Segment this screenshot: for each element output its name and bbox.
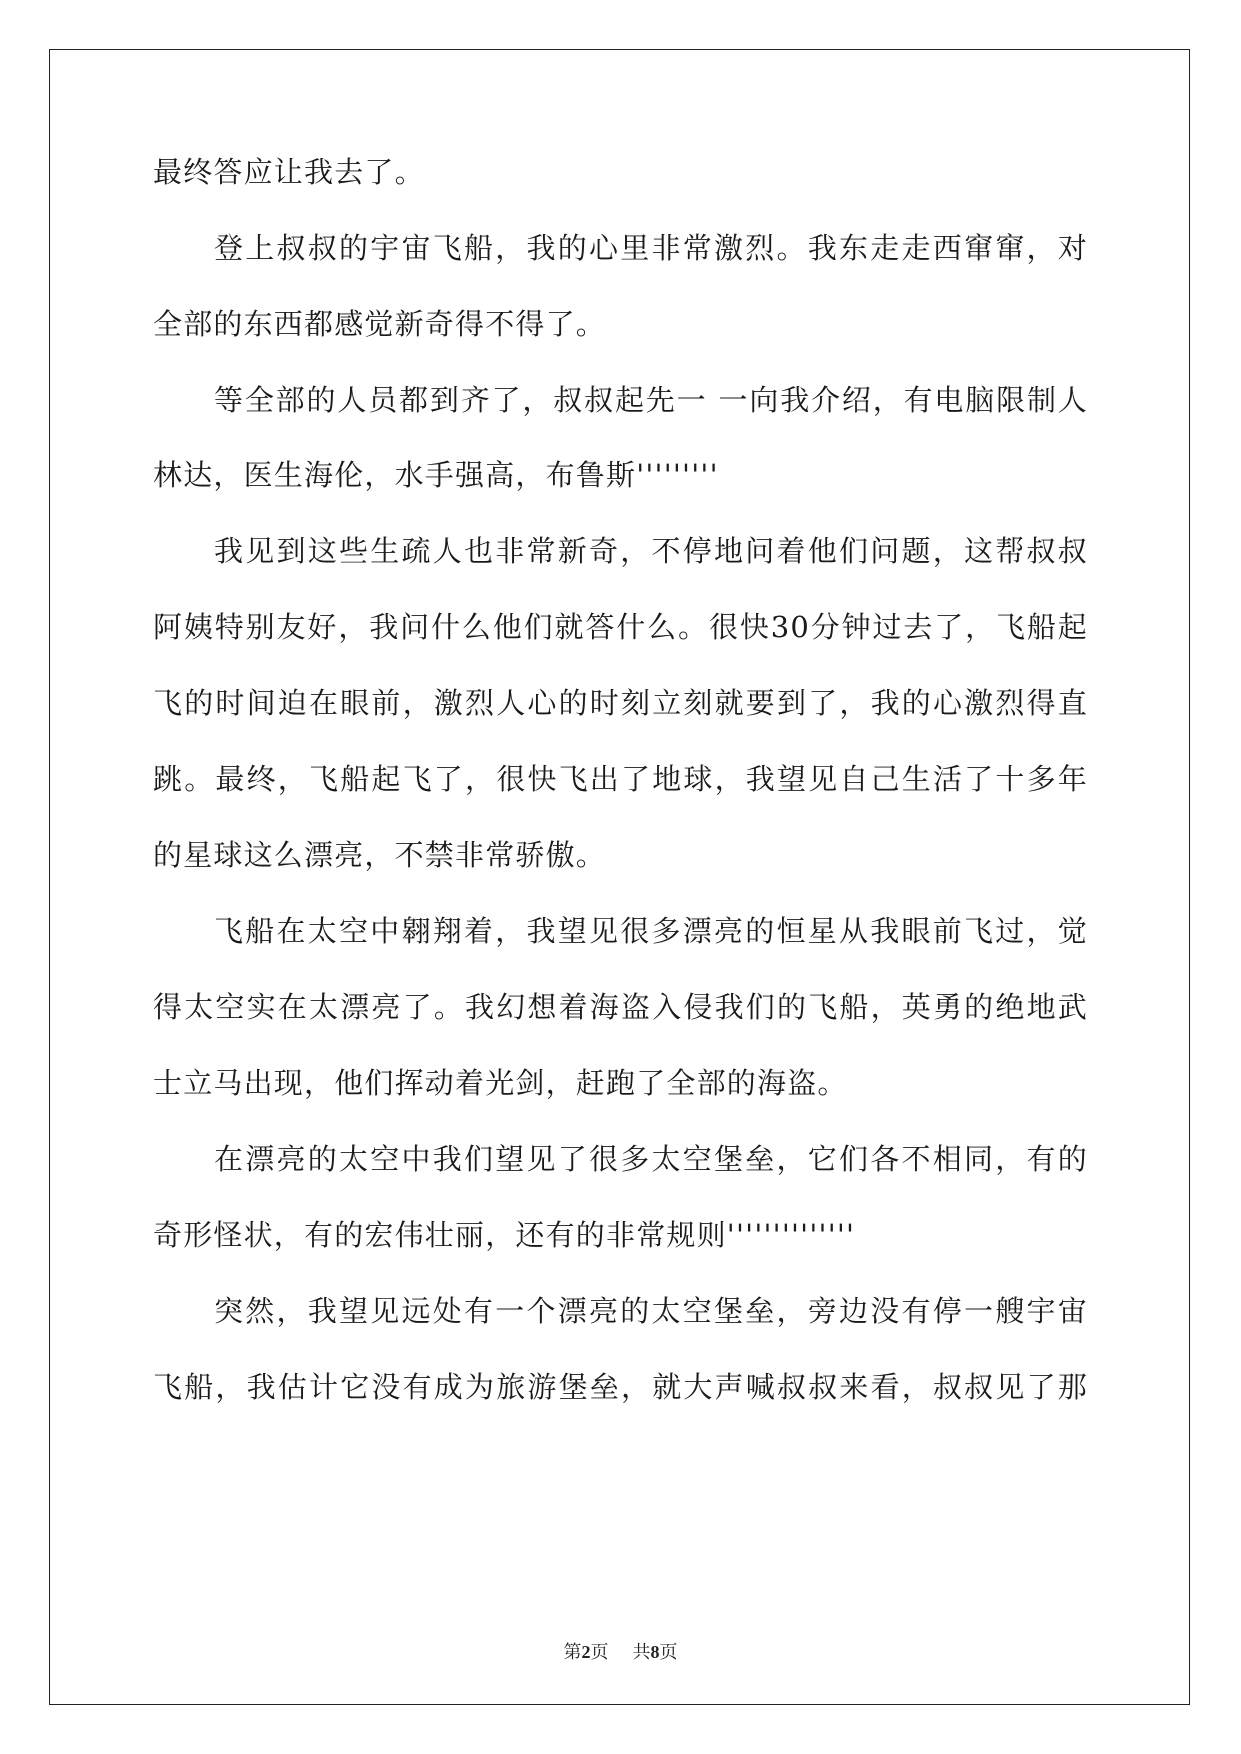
- paragraph-start-line: 登上叔叔的宇宙飞船，我的心里非常激烈。我东走走西窜窜，对: [214, 231, 1088, 265]
- text-line: 飞船，我估计它没有成为旅游堡垒，就大声喊叔叔来看，叔叔见了那: [153, 1370, 1088, 1404]
- page-number-prefix: 第: [563, 1642, 582, 1663]
- text-line: 林达，医生海伦，水手强高，布鲁斯''''''''': [153, 458, 719, 492]
- page-footer: [0, 1640, 1241, 1665]
- text-line: 士立马出现，他们挥动着光剑，赶跑了全部的海盗。: [153, 1066, 848, 1100]
- text-line: 跳。最终，飞船起飞了，很快飞出了地球，我望见自己生活了十多年: [153, 762, 1088, 796]
- current-page-number: 2: [581, 1642, 591, 1662]
- text-line: 飞的时间迫在眼前，激烈人心的时刻立刻就要到了，我的心激烈得直: [153, 686, 1088, 720]
- paragraph-start-line: 飞船在太空中翱翔着，我望见很多漂亮的恒星从我眼前飞过，觉: [214, 914, 1088, 948]
- page-number-suffix: 页: [590, 1642, 609, 1663]
- text-line: 全部的东西都感觉新奇得不得了。: [153, 307, 607, 341]
- text-line: 奇形怪状，有的宏伟壮丽，还有的非常规则'''''''''''''': [153, 1218, 856, 1252]
- text-line: 最终答应让我去了。: [153, 155, 425, 189]
- total-pages-suffix: 页: [659, 1642, 678, 1663]
- total-pages-prefix: 共: [632, 1642, 651, 1663]
- paragraph-start-line: 等全部的人员都到齐了，叔叔起先一 一向我介绍，有电脑限制人: [214, 383, 1088, 417]
- total-pages-number: 8: [650, 1642, 660, 1662]
- text-line: 得太空实在太漂亮了。我幻想着海盗入侵我们的飞船，英勇的绝地武: [153, 990, 1088, 1024]
- text-line: 阿姨特别友好，我问什么他们就答什么。很快30分钟过去了，飞船起: [153, 610, 1088, 644]
- paragraph-start-line: 在漂亮的太空中我们望见了很多太空堡垒，它们各不相同，有的: [214, 1142, 1088, 1176]
- paragraph-start-line: 突然，我望见远处有一个漂亮的太空堡垒，旁边没有停一艘宇宙: [214, 1294, 1088, 1328]
- text-line: 的星球这么漂亮，不禁非常骄傲。: [153, 838, 607, 872]
- paragraph-start-line: 我见到这些生疏人也非常新奇，不停地问着他们问题，这帮叔叔: [214, 534, 1088, 568]
- page-border: [49, 49, 1190, 1705]
